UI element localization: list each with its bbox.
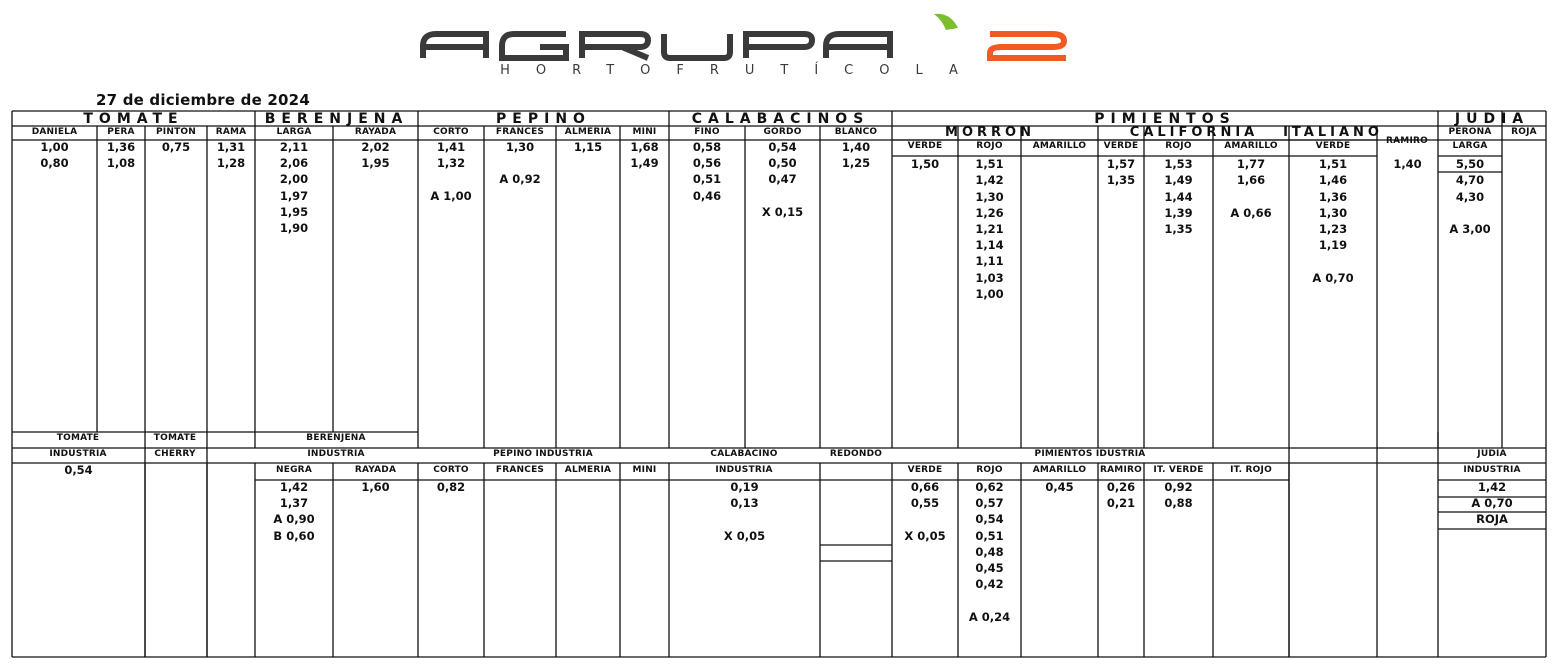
price-value: 2,06 <box>279 156 309 171</box>
price-value: 1,50 <box>910 157 940 172</box>
column-header: RAYADA <box>354 127 397 137</box>
group-header-2: PEPINO <box>496 111 591 127</box>
price-value: 0,46 <box>692 188 722 203</box>
subgroup-morron: MORRON <box>945 125 1035 140</box>
price-value: 0,45 <box>975 561 1004 575</box>
lower-label: CHERRY <box>154 449 196 459</box>
column-header: DANIELA <box>31 127 78 137</box>
column-header: AMARILLO <box>1224 141 1278 151</box>
price-value: 1,42 <box>279 480 309 494</box>
price-value: 0,21 <box>1106 496 1136 511</box>
price-value: 1,03 <box>975 270 1004 285</box>
price-value: 1,00 <box>40 140 69 154</box>
price-value: 1,66 <box>1236 173 1266 188</box>
price-value: 1,39 <box>1164 205 1193 220</box>
price-value: 1,30 <box>505 140 535 154</box>
logo-tagline: HORTOFRUTÍCOLA <box>500 63 984 78</box>
price-value: 1,00 <box>975 286 1004 301</box>
price-value: 1,49 <box>630 156 659 171</box>
column-subheader: LARGA <box>1452 141 1488 151</box>
column-header: NEGRA <box>276 465 312 475</box>
price-value: 1,68 <box>630 140 659 154</box>
column-header: MINI <box>632 465 657 475</box>
lower-label: INDUSTRIA <box>307 449 365 459</box>
column-header: RAMA <box>215 127 247 137</box>
price-value: 1,23 <box>1318 222 1348 236</box>
price-value: A 0,92 <box>499 172 541 187</box>
price-value: 1,46 <box>1318 173 1348 188</box>
lower-label: JUDIA <box>1477 449 1507 459</box>
group-header-3: CALABACINOS <box>691 111 870 127</box>
price-value: 0,82 <box>436 480 466 494</box>
column-header: RAYADA <box>354 465 397 475</box>
price-value: 0,92 <box>1164 480 1193 494</box>
price-value: 0,45 <box>1045 480 1074 494</box>
price-value: 0,54 <box>975 512 1004 527</box>
price-value: 1,57 <box>1106 157 1136 172</box>
price-value: 4,70 <box>1455 173 1485 188</box>
column-header: ALMERIA <box>564 127 612 137</box>
price-value: 0,51 <box>975 528 1004 543</box>
column-header: CORTO <box>433 465 469 475</box>
price-value: 0,47 <box>768 172 797 187</box>
price-value: 1,26 <box>975 205 1004 220</box>
group-header-4: PIMIENTOS <box>1094 111 1236 127</box>
price-value: 1,30 <box>1318 205 1348 220</box>
column-header: VERDE <box>1103 141 1139 151</box>
lower-label: BERENJENA <box>306 433 366 443</box>
price-value: 1,35 <box>1106 173 1136 188</box>
price-value: 1,60 <box>361 480 390 494</box>
price-value: 4,30 <box>1455 189 1485 204</box>
price-value: 1,32 <box>436 156 466 171</box>
price-value: ROJA <box>1476 512 1508 527</box>
column-header: FRANCES <box>495 127 545 137</box>
column-header: ROJO <box>976 141 1003 151</box>
price-value: 1,42 <box>975 173 1004 188</box>
column-header: VERDE <box>907 141 943 151</box>
column-header: VERDE <box>907 465 943 475</box>
lower-label: TOMATE <box>153 433 197 443</box>
price-value: 1,14 <box>975 238 1004 253</box>
price-value: 2,11 <box>279 140 309 154</box>
price-value: 1,95 <box>279 204 309 219</box>
column-header: LARGA <box>276 127 312 137</box>
group-header-0: TOMATE <box>83 111 184 127</box>
price-value: 1,51 <box>975 157 1004 172</box>
price-value: 0,50 <box>768 156 797 171</box>
price-value: 1,49 <box>1164 173 1193 188</box>
price-value: 1,44 <box>1164 189 1193 204</box>
price-value: 1,51 <box>1318 157 1348 172</box>
price-value: 1,28 <box>216 156 246 171</box>
column-header: IT. ROJO <box>1230 465 1272 475</box>
column-header: AMARILLO <box>1032 141 1087 151</box>
column-header: RAMIRO <box>1100 465 1142 475</box>
price-value: 1,21 <box>975 222 1004 236</box>
price-value: 1,15 <box>573 140 603 154</box>
subgroup-california: CALIFORNIA <box>1129 125 1259 140</box>
price-value: 1,36 <box>106 140 136 154</box>
lower-label: TOMATE <box>56 433 100 443</box>
price-value: 1,40 <box>1393 157 1422 172</box>
price-value: 1,25 <box>841 156 871 171</box>
price-value: 1,90 <box>279 221 309 235</box>
price-value: A 0,90 <box>273 512 315 527</box>
column-header: GORDO <box>763 127 802 137</box>
price-value: 0,75 <box>161 140 191 154</box>
price-value: 1,11 <box>975 254 1004 269</box>
column-header: BLANCO <box>834 127 878 137</box>
price-value: 1,97 <box>279 188 309 203</box>
price-value: 1,35 <box>1164 222 1193 236</box>
price-value: A 0,66 <box>1230 205 1272 220</box>
price-value: 0,26 <box>1106 480 1136 494</box>
price-value: X 0,05 <box>904 528 946 543</box>
price-value: X 0,15 <box>761 204 804 219</box>
column-header: FINO <box>694 127 720 137</box>
price-value: A 3,00 <box>1449 222 1491 236</box>
price-value: 0,54 <box>64 463 93 477</box>
column-header: IT. VERDE <box>1153 465 1204 475</box>
subgroup-italiano: ITALIANO <box>1283 125 1383 140</box>
lower-label: REDONDO <box>829 449 883 459</box>
price-value: 0,13 <box>730 496 759 511</box>
price-value: 1,30 <box>975 189 1004 204</box>
price-value: 0,66 <box>910 480 940 494</box>
lower-label: INDUSTRIA <box>1463 465 1521 475</box>
column-header: ROJO <box>976 465 1003 475</box>
price-value: A 1,00 <box>430 188 472 203</box>
column-header: VERDE <box>1315 141 1351 151</box>
column-header: PERA <box>107 127 135 137</box>
column-header: MINI <box>632 127 657 137</box>
price-value: 0,19 <box>730 480 759 494</box>
lower-label: CALABACINO <box>710 449 778 459</box>
column-header: PERONA <box>1448 127 1492 137</box>
column-header: CORTO <box>433 127 469 137</box>
price-value: 1,37 <box>279 496 309 511</box>
price-value: 0,55 <box>910 496 940 511</box>
price-value: 0,62 <box>975 480 1004 494</box>
group-header-5: JUDIA <box>1454 111 1530 127</box>
lower-label: PEPINO INDUSTRIA <box>493 449 593 459</box>
price-value: 1,36 <box>1318 189 1348 204</box>
column-header: PINTON <box>156 127 196 137</box>
price-value: A 0,70 <box>1312 270 1354 285</box>
lower-label: INDUSTRIA <box>715 465 773 475</box>
price-value: 0,80 <box>40 156 69 171</box>
lower-label: PIMIENTOS IDUSTRIA <box>1034 449 1146 459</box>
price-value: 1,77 <box>1236 157 1266 172</box>
price-value: 1,95 <box>361 156 390 171</box>
column-header: AMARILLO <box>1032 465 1087 475</box>
column-header: ROJO <box>1165 141 1192 151</box>
price-value: 0,48 <box>975 544 1004 559</box>
lower-label: INDUSTRIA <box>49 449 107 459</box>
price-value: 1,41 <box>436 140 466 154</box>
price-value: 2,00 <box>279 172 309 187</box>
group-header-1: BERENJENA <box>264 111 409 127</box>
subgroup-ramiro: RAMIRO <box>1386 136 1428 146</box>
price-value: 1,42 <box>1477 480 1507 494</box>
price-value: X 0,05 <box>723 528 766 543</box>
price-value: 0,42 <box>975 577 1004 592</box>
page-date: 27 de diciembre de 2024 <box>96 91 310 109</box>
price-value: A 0,70 <box>1471 496 1513 511</box>
column-header: ALMERIA <box>564 465 612 475</box>
price-value: 1,40 <box>841 140 871 154</box>
column-header: ROJA <box>1511 127 1537 137</box>
price-value: A 0,24 <box>968 609 1011 624</box>
price-value: 1,08 <box>106 156 136 171</box>
price-value: 0,56 <box>692 156 722 171</box>
price-value: 0,88 <box>1164 496 1193 511</box>
price-value: B 0,60 <box>273 528 315 543</box>
price-value: 0,54 <box>768 140 797 154</box>
price-value: 1,53 <box>1164 157 1193 172</box>
price-value: 0,51 <box>692 172 722 187</box>
price-value: 1,31 <box>216 140 246 154</box>
price-value: 0,57 <box>975 496 1004 511</box>
price-value: 5,50 <box>1455 157 1485 172</box>
price-value: 0,58 <box>692 140 722 154</box>
column-header: FRANCES <box>495 465 545 475</box>
price-value: 1,19 <box>1318 238 1348 253</box>
price-value: 2,02 <box>361 140 390 154</box>
